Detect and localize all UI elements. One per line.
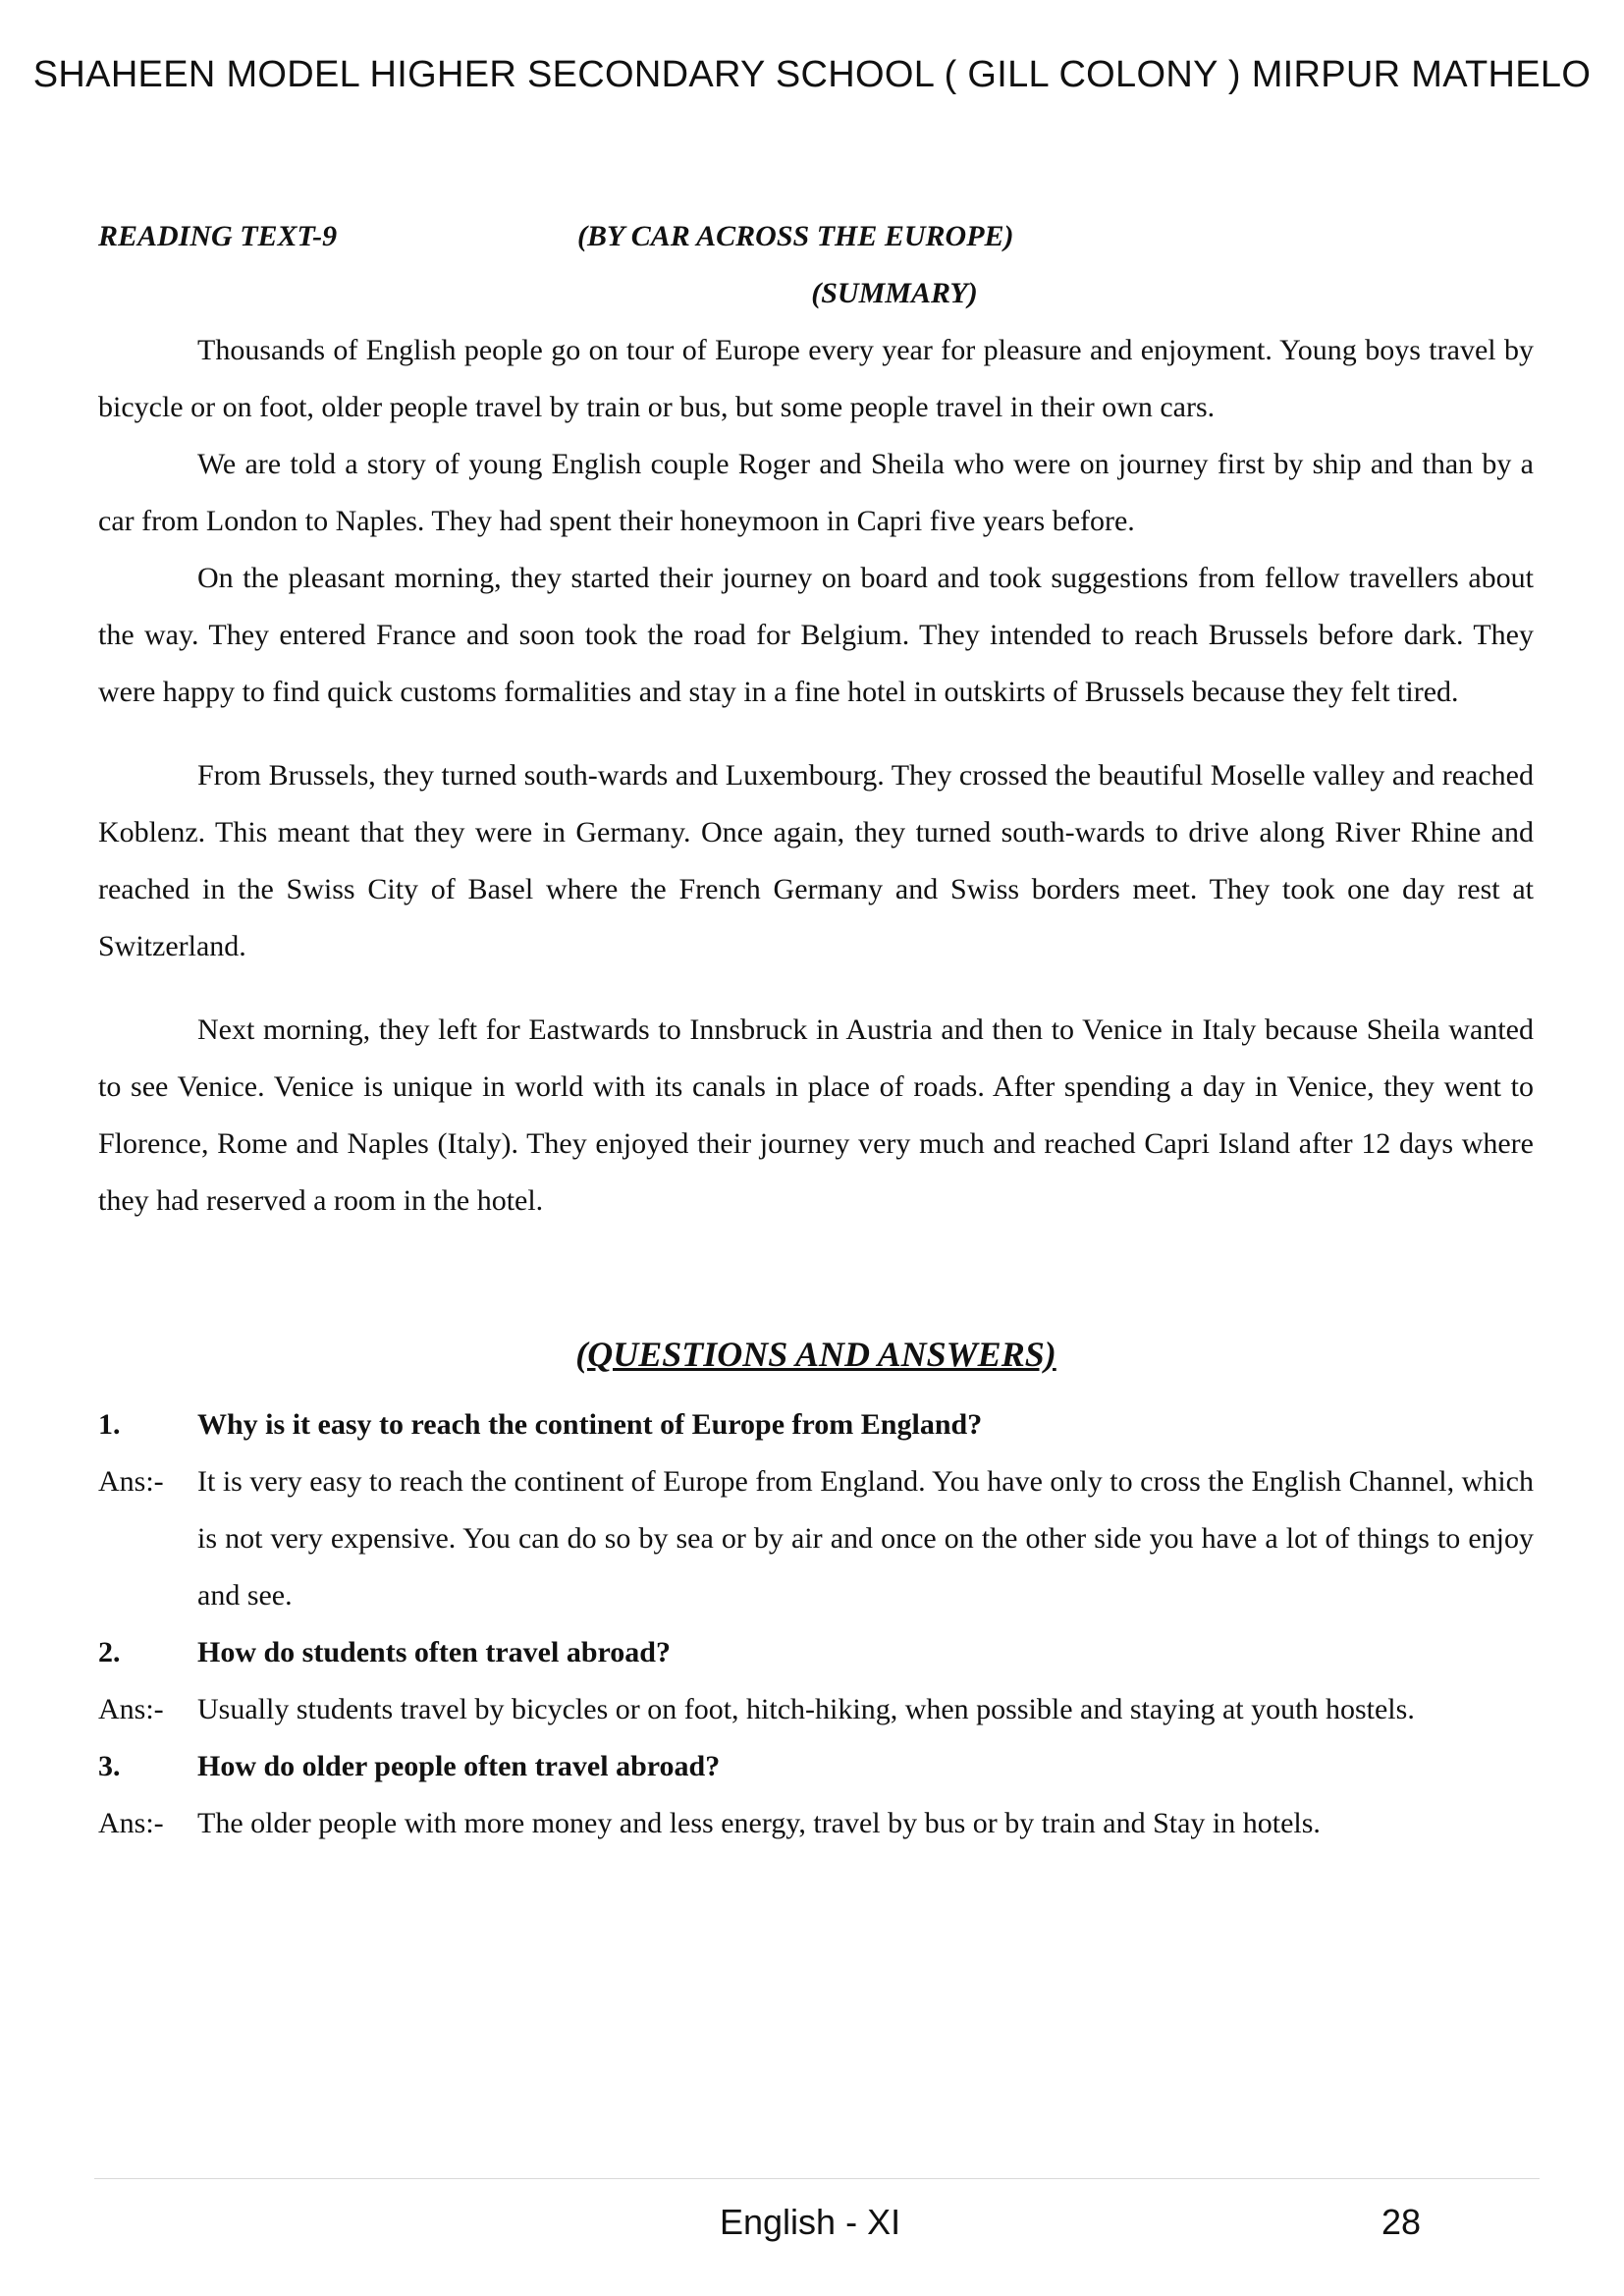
footer-divider bbox=[94, 2178, 1540, 2179]
summary-heading: (SUMMARY) bbox=[811, 277, 978, 309]
question-1 bbox=[98, 1396, 1534, 1453]
summary-paragraph-3: On the pleasant morning, they started their journey on board and took suggestions from fellow travellers about the way. They entered France and soon took the road for Belgium. They intended to reach Brussels before dark. They were happy to find quick customs formalities and stay in a fine hotel in outskirts of Brussels because they felt tired. bbox=[98, 562, 1534, 708]
question-text: How do older people often travel abroad? bbox=[197, 1750, 721, 1782]
summary-paragraph-4: From Brussels, they turned south-wards and Luxembourg. They crossed the beautiful Moselle valley and reached Koblenz. This meant that they were in Germany. Once again, they turned south-wards to drive along River Rhine and reached in the Swiss City of Basel where the French Germany and Swiss borders meet. They took one day rest at Switzerland. bbox=[98, 759, 1534, 962]
footer-subject: English - XI bbox=[720, 2202, 901, 2242]
question-number: 2. bbox=[98, 1636, 121, 1668]
answer-label: Ans:- bbox=[98, 1807, 164, 1839]
question-number: 1. bbox=[98, 1408, 121, 1441]
summary-paragraph-5: Next morning, they left for Eastwards to Innsbruck in Austria and then to Venice in Italy because Sheila wanted to see Venice. Venice is unique in world with its canals in place of roads. After spending a day in Venice, they went to Florence, Rome and Naples (Italy). They enjoyed their journey very much and reached Capri Island after 12 days where they had reserved a room in the hotel. bbox=[98, 1013, 1534, 1217]
question-text: How do students often travel abroad? bbox=[197, 1636, 671, 1668]
answer-text: Usually students travel by bicycles or on foot, hitch-hiking, when possible and staying at youth hostels. bbox=[197, 1693, 1415, 1725]
answer-2 bbox=[98, 1681, 1534, 1738]
page-number: 28 bbox=[1381, 2202, 1422, 2242]
reading-text-label: READING TEXT-9 bbox=[98, 220, 338, 252]
question-text: Why is it easy to reach the continent of Europe from England? bbox=[197, 1408, 983, 1441]
page-content bbox=[98, 208, 1534, 1852]
lesson-title-row bbox=[98, 208, 1534, 265]
school-header: SHAHEEN MODEL HIGHER SECONDARY SCHOOL ( GILL COLONY ) MIRPUR MATHELO bbox=[32, 54, 1592, 95]
answer-label: Ans:- bbox=[98, 1693, 164, 1725]
question-3 bbox=[98, 1738, 1534, 1795]
answer-text: The older people with more money and less energy, travel by bus or by train and Stay in hotels. bbox=[197, 1807, 1321, 1839]
qa-heading: (QUESTIONS AND ANSWERS) bbox=[575, 1335, 1056, 1374]
answer-1 bbox=[98, 1453, 1534, 1624]
answer-3 bbox=[98, 1795, 1534, 1852]
summary-paragraph-2: We are told a story of young English couple Roger and Sheila who were on journey first by ship and than by a car from London to Naples. They had spent their honeymoon in Capri five years before. bbox=[98, 448, 1534, 537]
lesson-title: (BY CAR ACROSS THE EUROPE) bbox=[577, 220, 1014, 252]
answer-text: It is very easy to reach the continent of Europe from England. You have only to cross the English Channel, which is not very expensive. You can do so by sea or by air and once on the other side you have a lot of things to enjoy and see. bbox=[197, 1465, 1534, 1612]
answer-label: Ans:- bbox=[98, 1465, 164, 1498]
question-number: 3. bbox=[98, 1750, 121, 1782]
question-2 bbox=[98, 1624, 1534, 1681]
summary-paragraph-1: Thousands of English people go on tour of Europe every year for pleasure and enjoyment. Young boys travel by bicycle or on foot, older people travel by train or bus, but some people travel in their own cars. bbox=[98, 334, 1534, 423]
